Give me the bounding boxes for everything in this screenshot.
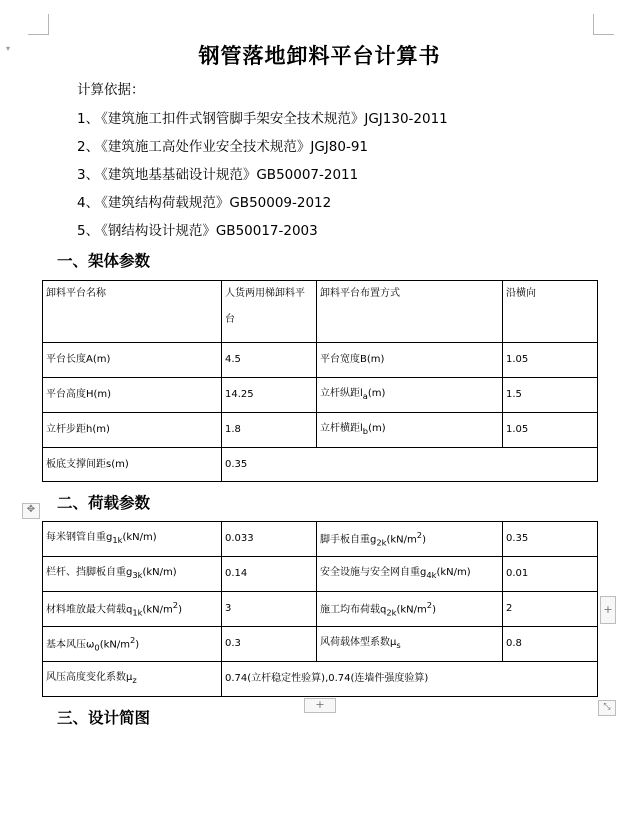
page-corner-mark-top-right: [593, 14, 614, 35]
table-cell-label[interactable]: 基本风压$\omega_0(kN/m^2)$: [43, 627, 222, 662]
table-row: [43, 281, 598, 343]
table-cell-value[interactable]: 0.14: [222, 557, 317, 592]
page-corner-mark-top-left: [28, 14, 49, 35]
frame-parameters-table: [42, 280, 598, 482]
basis-label: 计算依据：: [77, 82, 145, 98]
table-cell-value[interactable]: 0.033: [222, 522, 317, 557]
table-cell-value[interactable]: 1.05: [503, 413, 598, 448]
reference-item: 5、 《钢结构设计规范》GB50017-2003: [77, 223, 318, 239]
section-heading-frame: 一、架体参数: [57, 252, 151, 270]
add-column-button[interactable]: +: [600, 596, 616, 624]
table-cell-label[interactable]: 平台高度H(m): [43, 378, 222, 413]
table-row: [43, 448, 598, 482]
table-resize-handle-icon[interactable]: ⤡: [598, 700, 616, 716]
reference-item: 2、 《建筑施工高处作业安全技术规范》JGJ80-91: [77, 139, 368, 155]
table-cell-value[interactable]: 人货两用梯卸料平台: [222, 281, 317, 343]
table-cell-label[interactable]: 立杆横距$l_b(m)$: [317, 413, 503, 448]
table-row: [43, 522, 598, 557]
table-cell-value[interactable]: 14.25: [222, 378, 317, 413]
table-row: [43, 662, 598, 697]
table-cell-value[interactable]: 0.35: [503, 522, 598, 557]
table-cell-label[interactable]: 脚手板自重$g_{2k}(kN/m^2)$: [317, 522, 503, 557]
table-cell-label[interactable]: 立杆步距h(m): [43, 413, 222, 448]
table-cell-value[interactable]: 2: [503, 592, 598, 627]
section-heading-load: 二、荷载参数: [57, 494, 151, 512]
table-cell-label[interactable]: 每米钢管自重$g_{1k}(kN/m)$: [43, 522, 222, 557]
reference-item: 1、 《建筑施工扣件式钢管脚手架安全技术规范》JGJ130-2011: [77, 111, 448, 127]
table-cell-label[interactable]: 施工均布荷载$q_{2k}(kN/m^2)$: [317, 592, 503, 627]
table-cell-label[interactable]: 栏杆、挡脚板自重$g_{3k}(kN/m)$: [43, 557, 222, 592]
table-cell-value[interactable]: 0.35: [222, 448, 598, 482]
table-cell-value[interactable]: 1.8: [222, 413, 317, 448]
table-row: [43, 413, 598, 448]
table-cell-label[interactable]: 风荷载体型系数$\mu_s$: [317, 627, 503, 662]
table-cell-label[interactable]: 平台宽度B(m): [317, 343, 503, 378]
table-cell-label[interactable]: 风压高度变化系数$\mu_z$: [43, 662, 222, 697]
reference-item: 3、 《建筑地基基础设计规范》GB50007-2011: [77, 167, 359, 183]
table-row: [43, 557, 598, 592]
table-cell-value[interactable]: 1.5: [503, 378, 598, 413]
table-move-handle-icon[interactable]: ✥: [22, 503, 40, 519]
table-row: [43, 627, 598, 662]
table-cell-value[interactable]: 0.3: [222, 627, 317, 662]
document-title: 钢管落地卸料平台计算书: [198, 43, 441, 68]
table-cell-label[interactable]: 卸料平台名称: [43, 281, 222, 343]
table-cell-value[interactable]: 0.8: [503, 627, 598, 662]
table-cell-value[interactable]: 0.01: [503, 557, 598, 592]
table-cell-label[interactable]: 板底支撑间距s(m): [43, 448, 222, 482]
table-cell-label[interactable]: 卸料平台布置方式: [317, 281, 503, 343]
table-cell-value[interactable]: 4.5: [222, 343, 317, 378]
table-row: [43, 592, 598, 627]
load-parameters-table: [42, 521, 598, 697]
table-row: [43, 343, 598, 378]
table-cell-value[interactable]: 0.74(立杆稳定性验算),0.74(连墙件强度验算): [222, 662, 598, 697]
table-cell-label[interactable]: 材料堆放最大荷载$q_{1k}(kN/m^2)$: [43, 592, 222, 627]
table-cell-value[interactable]: 1.05: [503, 343, 598, 378]
table-cell-label[interactable]: 安全设施与安全网自重$g_{4k}(kN/m)$: [317, 557, 503, 592]
section-heading-design: 三、设计简图: [57, 709, 151, 727]
table-cell-value[interactable]: 沿横向: [503, 281, 598, 343]
table-row: [43, 378, 598, 413]
table-cell-label[interactable]: 立杆纵距$l_a(m)$: [317, 378, 503, 413]
table-cell-label[interactable]: 平台长度A(m): [43, 343, 222, 378]
collapse-arrow-icon[interactable]: ▾: [6, 44, 11, 53]
add-row-button[interactable]: +: [304, 698, 336, 713]
table-cell-value[interactable]: 3: [222, 592, 317, 627]
reference-item: 4、 《建筑结构荷载规范》GB50009-2012: [77, 195, 332, 211]
